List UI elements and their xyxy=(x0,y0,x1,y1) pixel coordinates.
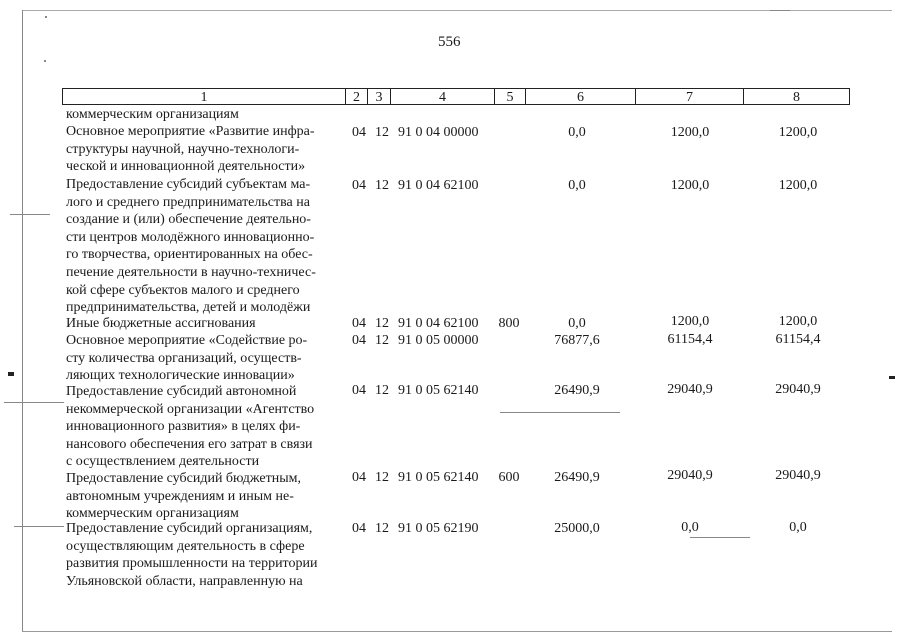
cell-subsection: 12 xyxy=(375,316,389,331)
cell-section: 04 xyxy=(352,316,366,331)
header-col-7: 7 xyxy=(635,88,743,105)
table-row-description xyxy=(66,123,342,176)
cell-target-article: 91 0 05 00000 xyxy=(398,333,479,348)
description-line: предпринимательства, детей и молодёжи xyxy=(66,300,311,316)
description-line: Основное мероприятие «Развитие инфра- xyxy=(66,124,315,139)
header-col-2: 2 xyxy=(345,88,367,105)
cell-amount-7: 29040,9 xyxy=(667,468,713,483)
description-line: ческой и инновационной деятельности» xyxy=(66,159,306,175)
description-line: Иные бюджетные ассигнования xyxy=(66,316,256,331)
scan-streak xyxy=(690,537,750,538)
header-col-5: 5 xyxy=(494,88,525,105)
description-line: Предоставление субсидий бюджетным, xyxy=(66,471,302,486)
cell-target-article: 91 0 05 62140 xyxy=(398,383,479,398)
cell-amount-7: 1200,0 xyxy=(670,314,710,329)
cell-subsection: 12 xyxy=(375,521,389,536)
cell-amount-6: 26490,9 xyxy=(554,383,600,398)
scan-streak xyxy=(14,526,64,527)
description-line: некоммерческой организации «Агентство xyxy=(66,401,315,417)
cell-section: 04 xyxy=(352,521,366,536)
cell-amount-8: 29040,9 xyxy=(775,382,821,397)
cell-target-article: 91 0 04 62100 xyxy=(398,178,479,193)
cell-amount-6: 25000,0 xyxy=(554,521,600,536)
cell-amount-7: 1200,0 xyxy=(670,178,710,193)
cell-amount-7: 0,0 xyxy=(681,520,699,535)
scan-streak xyxy=(4,402,64,403)
description-line: печение деятельности в научно-техничес- xyxy=(66,264,316,280)
cell-amount-6: 0,0 xyxy=(568,125,586,140)
header-col-4: 4 xyxy=(390,88,494,105)
header-col-8: 8 xyxy=(743,88,850,105)
description-line: Предоставление субсидий субъектам ма- xyxy=(66,177,311,192)
description-line: сти центров молодёжного инновационно- xyxy=(66,229,315,245)
cell-subsection: 12 xyxy=(375,333,389,348)
cell-amount-7: 61154,4 xyxy=(667,332,713,347)
cell-section: 04 xyxy=(352,178,366,193)
cell-amount-6: 0,0 xyxy=(568,316,586,331)
description-line: ляющих технологические инновации» xyxy=(66,368,295,384)
description-line: структуры научной, научно-технологи- xyxy=(66,141,300,157)
header-col-1: 1 xyxy=(62,88,345,105)
cell-target-article: 91 0 04 00000 xyxy=(398,125,479,140)
cell-amount-6: 0,0 xyxy=(568,178,586,193)
cell-amount-6: 76877,6 xyxy=(554,333,600,348)
description-line: Ульяновской области, направленную на xyxy=(66,573,303,589)
cell-section: 04 xyxy=(352,333,366,348)
description-line: автономным учреждениям и иным не- xyxy=(66,488,294,504)
scan-mark xyxy=(889,376,895,379)
description-line: Основное мероприятие «Содействие ро- xyxy=(66,333,308,348)
cell-amount-8: 0,0 xyxy=(789,520,807,535)
description-line: коммерческим организациям xyxy=(66,506,239,522)
scan-border-bottom xyxy=(22,631,892,632)
description-line: го творчества, ориентированных на обес- xyxy=(66,247,313,263)
table-row-description xyxy=(66,332,342,385)
cell-expense-type: 600 xyxy=(498,470,520,485)
scan-speck xyxy=(770,10,790,11)
description-line: осуществляющим деятельность в сфере xyxy=(66,538,305,554)
cell-amount-8: 61154,4 xyxy=(775,332,821,347)
page-number: 556 xyxy=(438,34,461,50)
description-line: развития промышленности на территории xyxy=(66,556,318,572)
scan-mark xyxy=(8,372,14,376)
cell-section: 04 xyxy=(352,470,366,485)
description-line: кой сфере субъектов малого и среднего xyxy=(66,282,300,298)
cell-target-article: 91 0 05 62190 xyxy=(398,521,479,536)
cell-amount-8: 29040,9 xyxy=(775,468,821,483)
table-row-description xyxy=(66,383,342,471)
cell-amount-8: 1200,0 xyxy=(778,125,818,140)
scan-border-left xyxy=(22,10,23,632)
cell-section: 04 xyxy=(352,383,366,398)
description-line: создание и (или) обеспечение деятельно- xyxy=(66,212,311,228)
cell-amount-8: 1200,0 xyxy=(778,314,818,329)
scan-streak xyxy=(500,412,620,413)
cell-amount-7: 29040,9 xyxy=(667,382,713,397)
description-line: нансового обеспечения его затрат в связи xyxy=(66,436,313,452)
description-line: лого и среднего предпринимательства на xyxy=(66,194,310,210)
header-col-6: 6 xyxy=(525,88,635,105)
table-row-description xyxy=(66,106,342,124)
cell-subsection: 12 xyxy=(375,178,389,193)
scan-streak xyxy=(10,214,50,215)
cell-section: 04 xyxy=(352,125,366,140)
cell-target-article: 91 0 05 62140 xyxy=(398,470,479,485)
description-line: Предоставление субсидий организациям, xyxy=(66,521,313,536)
cell-amount-7: 1200,0 xyxy=(670,125,710,140)
table-row-description xyxy=(66,520,342,590)
cell-expense-type: 800 xyxy=(498,316,520,331)
table-row-description xyxy=(66,315,342,333)
cell-subsection: 12 xyxy=(375,470,389,485)
scan-border-top xyxy=(22,10,892,11)
header-col-3: 3 xyxy=(367,88,390,105)
cell-target-article: 91 0 04 62100 xyxy=(398,316,479,331)
description-line: с осуществлением деятельности xyxy=(66,454,260,470)
scan-speck xyxy=(44,60,46,62)
cell-amount-8: 1200,0 xyxy=(778,178,818,193)
description-line: инновационного развития» в целях фи- xyxy=(66,419,301,435)
description-line: коммерческим организациям xyxy=(66,107,239,122)
description-line: сту количества организаций, осуществ- xyxy=(66,350,302,366)
table-row-description xyxy=(66,176,342,317)
scan-speck xyxy=(45,16,47,18)
cell-amount-6: 26490,9 xyxy=(554,470,600,485)
cell-subsection: 12 xyxy=(375,383,389,398)
table-row-description xyxy=(66,470,342,523)
description-line: Предоставление субсидий автономной xyxy=(66,384,297,399)
cell-subsection: 12 xyxy=(375,125,389,140)
